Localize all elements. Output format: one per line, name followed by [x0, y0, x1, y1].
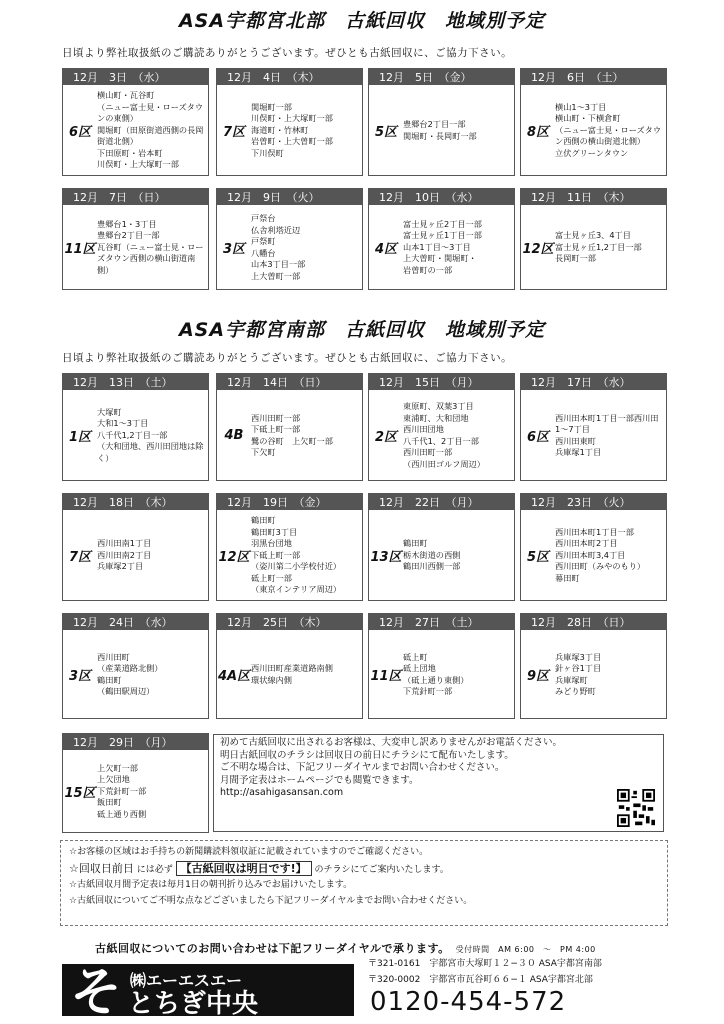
area-item: みどり野町 — [555, 686, 596, 696]
area-item: 上大曽町一部 — [251, 270, 301, 281]
area-item: 富士見ヶ丘1,2丁目一部 — [555, 241, 642, 252]
area-item: （東京インテリア周辺） — [251, 584, 342, 595]
area-item: （鶴田駅周辺） — [97, 686, 155, 696]
address-south: 〒321-0161 宇都宮市大塚町１２−３０ ASA宇都宮南部 — [368, 959, 602, 969]
ward-label: 6区 — [68, 124, 92, 140]
card-date: 12月 9日 （火） — [217, 189, 362, 205]
area-item: 鶴田町 — [251, 515, 276, 526]
notice-line: 初めて古紙回収に出されるお客様は、大変申し訳ありませんがお電話ください。 — [220, 737, 563, 748]
area-item: 砥上町 — [403, 651, 428, 662]
area-list — [403, 513, 512, 598]
card-date: 12月 7日 （日） — [63, 189, 208, 205]
ward-label: 5区 — [374, 124, 398, 140]
area-list — [97, 88, 206, 173]
card-date: 12月 3日 （水） — [63, 69, 208, 85]
area-item: 針ヶ谷1丁目 — [555, 663, 602, 673]
area-item: （砥上通り東側） — [403, 674, 469, 685]
card-body — [217, 510, 362, 600]
area-item: 仏舎利塔近辺 — [251, 224, 301, 235]
notice-line: 明日古紙回収のチラシは回収日の前日にチラシにて配布いたします。 — [220, 749, 514, 761]
card-body — [521, 390, 666, 480]
qr-code-icon[interactable] — [617, 789, 655, 827]
area-item: （西川田ゴルフ周辺） — [403, 458, 485, 469]
area-item: 下砥上町一部 — [251, 549, 301, 560]
area-list — [555, 208, 664, 287]
area-list — [403, 208, 512, 287]
card-body — [369, 510, 514, 600]
card-date: 12月 13日 （土） — [63, 374, 208, 390]
logo-mark: そ — [70, 963, 123, 1022]
area-item: 兵庫塚2丁目 — [97, 561, 144, 572]
card-date: 12月 18日 （木） — [63, 494, 208, 510]
area-item: （大和団地、西川田団地は除く） — [97, 441, 204, 463]
card-body — [63, 85, 208, 175]
area-item: （姿川第二小学校付近） — [251, 561, 342, 572]
area-item: 西川田町産業道路南側 — [251, 663, 333, 673]
schedule-card — [520, 373, 667, 481]
south-intro: 日頃より弊社取扱紙のご購読ありがとうございます。ぜひとも古紙回収に、ご協力下さい。 — [62, 352, 513, 364]
schedule-card — [216, 613, 363, 719]
area-item: 下荒針町一部 — [97, 785, 147, 796]
card-body — [217, 205, 362, 289]
area-item: 関堀町一部 — [251, 101, 292, 112]
card-date: 12月 11日 （木） — [521, 189, 666, 205]
card-body — [63, 390, 208, 480]
schedule-card — [368, 188, 515, 290]
schedule-card — [216, 493, 363, 601]
area-item: 西川田町一部 — [251, 412, 301, 423]
area-list — [251, 393, 360, 478]
ward-label: 7区 — [222, 124, 246, 140]
north-intro: 日頃より弊社取扱紙のご購読ありがとうございます。ぜひとも古紙回収に、ご協力下さい。 — [62, 47, 513, 59]
schedule-card — [520, 188, 667, 290]
north-title: ASA宇都宮北部 古紙回収 地域別予定 — [178, 10, 546, 32]
area-item: 下田原町・岩本町 — [97, 147, 163, 158]
card-body — [521, 510, 666, 600]
area-item: 川俣町・上大塚町一部 — [251, 113, 333, 124]
area-item: 上欠団地 — [97, 774, 130, 785]
area-item: 兵庫塚町 — [555, 674, 588, 685]
area-item: 西川田南1丁目 — [97, 538, 152, 549]
ward-label: 1区 — [68, 429, 92, 445]
card-body — [521, 85, 666, 175]
area-list — [403, 633, 512, 716]
area-item: 西川田町 — [97, 651, 130, 662]
schedule-card — [62, 613, 209, 719]
ward-label: 11区 — [64, 241, 96, 257]
area-item: 西川田町（みやのもり） — [555, 561, 646, 572]
company-name: とちぎ中央 — [128, 989, 259, 1019]
ward-label: 11区 — [370, 668, 402, 684]
area-item: 羽黒台団地 — [251, 538, 292, 549]
area-item: 上欠町一部 — [97, 762, 138, 773]
card-date: 12月 22日 （月） — [369, 494, 514, 510]
ward-label: 4B — [224, 427, 244, 443]
area-item: 西川田南2丁目 — [97, 549, 152, 560]
card-date: 12月 29日 （月） — [63, 734, 208, 750]
area-item: 八千代1,2丁目一部 — [97, 429, 168, 440]
area-list — [403, 88, 512, 173]
area-item: 西川田町一部 — [403, 447, 453, 457]
card-body — [217, 85, 362, 175]
ward-label: 5区 — [526, 549, 550, 565]
ward-label: 9区 — [526, 668, 550, 684]
company-prefix: ㈱エーエスエー — [130, 971, 243, 990]
schedule-card — [216, 188, 363, 290]
card-body — [217, 630, 362, 718]
area-item: 八幡台 — [251, 247, 276, 258]
card-date: 12月 28日 （日） — [521, 614, 666, 630]
area-item: （ニュー富士見・ローズタウン西側の横山街道北側） — [555, 124, 662, 147]
area-list — [251, 513, 360, 598]
card-date: 12月 23日 （火） — [521, 494, 666, 510]
area-item: 東原町、双葉3丁目 — [403, 401, 474, 411]
area-item: 西川田本町1丁目一部西川田1〜7丁目 — [555, 412, 659, 434]
ward-label: 4A区 — [217, 668, 251, 684]
card-body — [369, 390, 514, 480]
area-item: 栃木街道の西側 — [403, 549, 461, 560]
area-item: 西川田東町 — [555, 435, 596, 446]
area-item: 豊郷台2丁目一部 — [403, 119, 466, 129]
area-item: 西川田本町2丁目 — [555, 538, 618, 549]
info-line-2-tail: のチラシにてご案内いたします。 — [314, 864, 449, 875]
schedule-card — [216, 68, 363, 176]
hours-text: 受付時間 AM 6:00 〜 PM 4:00 — [455, 945, 596, 954]
ward-label: 3区 — [222, 241, 246, 257]
ward-label: 3区 — [68, 668, 92, 684]
ward-label: 2区 — [374, 429, 398, 445]
schedule-card — [216, 373, 363, 481]
area-item: 横山1〜3丁目 — [555, 101, 607, 112]
info-box — [60, 840, 668, 926]
schedule-card — [62, 733, 209, 833]
card-date: 12月 19日 （金） — [217, 494, 362, 510]
schedule-card — [520, 613, 667, 719]
card-date: 12月 25日 （木） — [217, 614, 362, 630]
area-item: 関堀町・長岡町一部 — [403, 130, 477, 141]
schedule-card — [520, 68, 667, 176]
ward-label: 12区 — [218, 549, 250, 565]
card-date: 12月 24日 （水） — [63, 614, 208, 630]
area-item: 立伏グリーンタウン — [555, 147, 629, 158]
info-line-4: ☆古紙回収についてご不明な点などございましたら下記フリーダイヤルまでお問い合わせください。 — [69, 895, 473, 906]
area-list — [555, 88, 664, 173]
card-date: 12月 17日 （水） — [521, 374, 666, 390]
area-item: 横山町・下横倉町 — [555, 113, 621, 124]
schedule-card — [368, 68, 515, 176]
schedule-card — [368, 373, 515, 481]
area-list — [403, 393, 512, 478]
area-item: 大和1〜3丁目 — [97, 418, 149, 429]
area-item: 海道町・竹林町 — [251, 124, 309, 135]
area-item: 山本1丁目〜3丁目 — [403, 241, 471, 252]
card-date: 12月 10日 （水） — [369, 189, 514, 205]
area-item: 下砥上町一部 — [251, 424, 301, 434]
card-body — [63, 750, 208, 832]
area-item: 富士見ヶ丘2丁目一部 — [403, 218, 482, 229]
schedule-card — [520, 493, 667, 601]
area-item: 鶴田町 — [403, 538, 428, 549]
area-item: 環状線内側 — [251, 674, 292, 685]
info-line-2-mid: には必ず — [136, 864, 173, 875]
notice-box — [213, 734, 664, 832]
ward-label: 6区 — [526, 429, 550, 445]
info-line-2 — [69, 861, 659, 879]
area-item: 八千代1、2丁目一部 — [403, 435, 479, 446]
card-date: 12月 14日 （日） — [217, 374, 362, 390]
area-item: 豊郷台1・3丁目 — [97, 218, 157, 229]
ward-label: 7区 — [68, 549, 92, 565]
area-item: 鶴田町 — [97, 674, 122, 685]
card-date: 12月 27日 （土） — [369, 614, 514, 630]
area-list — [251, 633, 360, 716]
area-item: 東浦町、大和団地 — [403, 412, 469, 423]
area-item: 下荒針町一部 — [403, 686, 453, 696]
area-item: 豊郷台2丁目一部 — [97, 230, 160, 241]
area-list — [251, 88, 360, 173]
area-list — [251, 208, 360, 287]
card-body — [63, 630, 208, 718]
area-item: 上大曽町・関堀町・ — [403, 253, 477, 264]
schedule-card — [62, 188, 209, 290]
area-list — [555, 513, 664, 598]
area-item: 戸祭台 — [251, 213, 276, 223]
info-line-1: ☆お客様の区域はお手持ちの新聞購読料領収証に記載されていますのでご確認ください。 — [69, 847, 429, 857]
area-item: 富士見ヶ丘1丁目一部 — [403, 230, 482, 241]
card-date: 12月 6日 （土） — [521, 69, 666, 85]
ward-label: 13区 — [370, 549, 402, 565]
inquiry-text: 古紙回収についてのお問い合わせは下記フリーダイヤルで承ります。 — [95, 942, 450, 955]
area-item: （ニュー富士見・ローズタウンの東側） — [97, 101, 204, 124]
area-item: 下川俣町 — [251, 147, 284, 158]
area-item: 山本3丁目一部 — [251, 259, 306, 269]
address-north: 〒320-0002 宇都宮市瓦谷町６６−１ ASA宇都宮北部 — [368, 975, 593, 985]
notice-line: 月間予定表はホームページでも閲覧できます。 — [220, 774, 419, 786]
card-body — [63, 205, 208, 289]
card-body — [369, 630, 514, 718]
area-list — [97, 753, 206, 830]
toll-free-number[interactable]: 0120-454-572 — [370, 987, 567, 1017]
area-item: 長岡町一部 — [555, 253, 596, 264]
area-item: 西川田団地 — [403, 424, 444, 434]
area-item: 鶴田川西側一部 — [403, 561, 461, 572]
area-item: 砥上町一部 — [251, 572, 292, 583]
area-item: 岩曽町の一部 — [403, 264, 453, 275]
area-item: 西川田本町1丁目一部 — [555, 526, 634, 537]
tomorrow-notice-label: 【古紙回収は明日です!】 — [176, 861, 312, 876]
info-line-2-lead: ☆回収日前日 — [69, 861, 134, 875]
area-item: 大塚町 — [97, 406, 122, 417]
area-item: 鷺の谷町 上欠町一部 — [251, 435, 333, 446]
card-date: 12月 4日 （木） — [217, 69, 362, 85]
schedule-card — [62, 373, 209, 481]
area-item: 瓦谷町（ニュー富士見・ローズタウン西側の横山街道南側） — [97, 241, 204, 275]
card-date: 12月 5日 （金） — [369, 69, 514, 85]
ward-label: 12区 — [522, 241, 554, 257]
area-item: 岩曽町・上大曽町一部 — [251, 136, 333, 147]
website-link[interactable]: http://asahigasansan.com — [220, 787, 344, 798]
area-item: 兵庫塚1丁目 — [555, 447, 602, 457]
area-item: 砥上通り西側 — [97, 808, 147, 819]
area-item: 鶴田町3丁目 — [251, 526, 298, 537]
ward-label: 8区 — [526, 124, 550, 140]
card-body — [521, 630, 666, 718]
schedule-card — [62, 493, 209, 601]
card-body — [521, 205, 666, 289]
schedule-card — [368, 613, 515, 719]
area-item: 西川田本町3,4丁目 — [555, 549, 626, 560]
area-item: 横山町・瓦谷町 — [97, 90, 155, 101]
card-body — [369, 205, 514, 289]
area-item: （産業道路北側） — [97, 663, 163, 673]
area-list — [555, 633, 664, 716]
notice-line: ご不明な場合は、下記フリーダイヤルまでお問い合わせください。 — [220, 762, 505, 773]
card-date: 12月 15日 （月） — [369, 374, 514, 390]
schedule-card — [62, 68, 209, 176]
area-item: 砥上団地 — [403, 663, 436, 673]
area-list — [555, 393, 664, 478]
area-item: 兵庫塚3丁目 — [555, 651, 602, 662]
info-line-3: ☆古紙回収月間予定表は毎月1日の朝刊折り込みでお届けいたします。 — [69, 880, 353, 890]
area-item: 川俣町・上大塚町一部 — [97, 159, 179, 170]
card-body — [217, 390, 362, 480]
schedule-card — [368, 493, 515, 601]
company-logo — [62, 952, 354, 1022]
area-list — [97, 208, 206, 287]
area-item: 関堀町（田原街道西側の長岡街道北側） — [97, 124, 204, 147]
area-item: 戸祭町 — [251, 236, 276, 246]
area-item: 幕田町 — [555, 572, 580, 583]
area-item: 下欠町 — [251, 447, 276, 457]
logo-graphic — [62, 952, 354, 1022]
card-body — [369, 85, 514, 175]
area-list — [97, 393, 206, 478]
card-body — [63, 510, 208, 600]
ward-label: 4区 — [374, 241, 398, 257]
area-list — [97, 633, 206, 716]
area-item: 飯田町 — [97, 797, 122, 808]
area-list — [97, 513, 206, 598]
area-item: 富士見ヶ丘3、4丁目 — [555, 230, 631, 241]
ward-label: 15区 — [64, 785, 96, 801]
south-title: ASA宇都宮南部 古紙回収 地域別予定 — [178, 319, 546, 341]
